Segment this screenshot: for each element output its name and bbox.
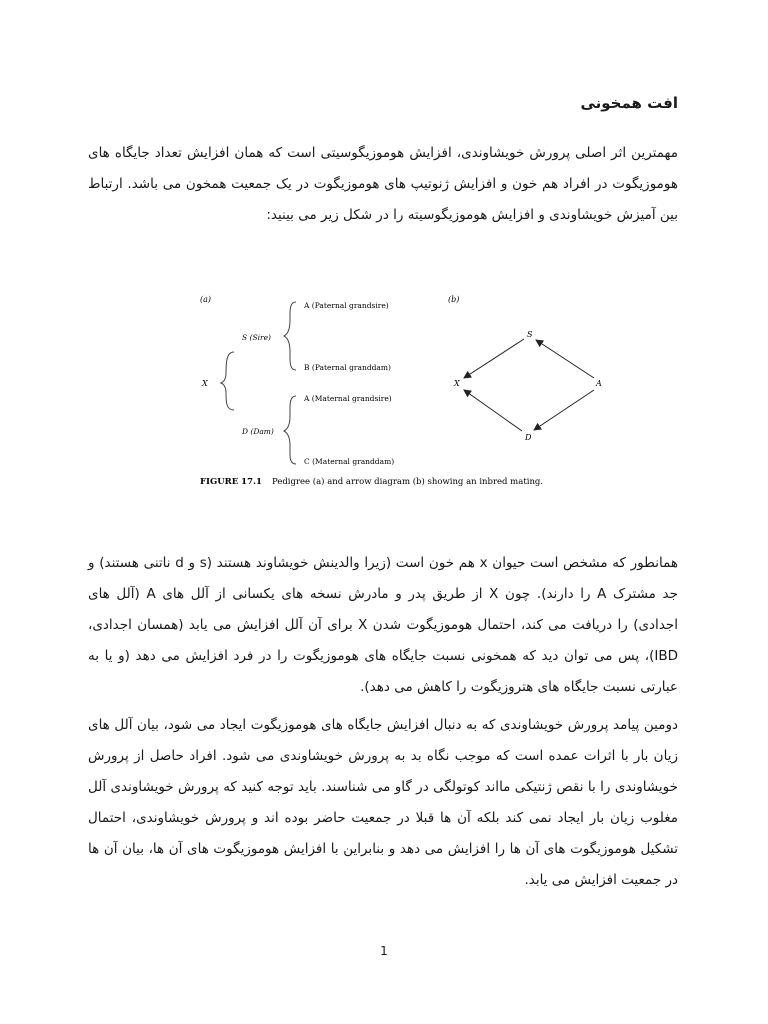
x-brace	[221, 352, 234, 410]
maternal-brace	[284, 396, 296, 464]
paternal-grandsire-label: A (Paternal grandsire)	[304, 301, 389, 310]
dam-label: D (Dam)	[242, 427, 274, 436]
paragraph-deleterious-alleles: دومین پیامد پرورش خویشاوندی که به دنبال افزایش جایگاه های هوموزیگوت ایجاد می شود، بیان آلل های زیان بار با اثرات عمده است که موجب نگاه بد به پرورش خویشاوندی می شود. افراد حاصل از پرورش خویشاوندی را با نقص ژنتیکی مااند کوتولگی در گاو می شناسند. باید توجه کنید که پرورش خویشاوندی آلل مغلوب زیان بار ایجاد نمی کند بلکه آن ها قبلا در جمعیت حاضر بوده اند و پرورش خویشاوندی، احتمال تشکیل هوموزیگوت های آن ها را افزایش می دهد و بنابراین با افزایش هوموزیگوت های آن ها، بیان آن ها در جمعیت افزایش می یابد.	[88, 717, 678, 888]
figure-caption-label: FIGURE 17.1	[200, 477, 262, 487]
node-d: D	[525, 433, 532, 442]
maternal-granddam-label: C (Maternal granddam)	[304, 457, 395, 466]
arrow-s-to-x	[464, 339, 524, 378]
arrow-a-to-d	[534, 390, 594, 430]
arrow-d-to-x	[464, 390, 522, 431]
figure-pedigree	[196, 290, 630, 496]
paternal-brace	[284, 302, 296, 370]
panel-b-label: (b)	[448, 295, 460, 304]
paragraph-inbred-animal: همانطور که مشخص است حیوان x هم خون است (زیرا والدینش خویشاوند هستند (s و d ناتنی هستند) و جد مشترک A را دارند). چون X از طریق پدر و مادرش نسخه های یکسانی از آلل های A (آلل های اجدادی) را دریافت می کند، احتمال هوموزیگوت شدن X برای آن آلل افزایش می یابد (همسان اجدادی، IBD)، پس می توان دید که همخونی نسبت جایگاه های هوموزیگوت را در فرد افزایش می دهد (و یا به عبارتی نسبت جایگاه های هتروزیگوت را کاهش می دهد).	[88, 555, 679, 695]
figure-svg	[196, 290, 630, 496]
section-heading: افت همخونی	[580, 94, 678, 112]
paragraph-intro: مهمترین اثر اصلی پرورش خویشاوندی، افزایش هوموزیگوسیتی است که همان افزایش تعداد جایگاه های هوموزیگوت در افراد هم خون و افزایش ژنوتیپ های هوموزیگوت در یک جمعیت همخون می باشد. ارتباط بین آمیزش خویشاوندی و افزایش هوموزیگوسیته را در شکل زیر می بینید:	[88, 145, 678, 223]
figure-caption-text: Pedigree (a) and arrow diagram (b) showing an inbred mating.	[272, 477, 544, 487]
page-number: 1	[380, 944, 388, 958]
node-x: X	[454, 379, 460, 388]
panel-a-label: (a)	[200, 295, 212, 304]
sire-label: S (Sire)	[242, 333, 271, 342]
node-s: S	[527, 330, 533, 339]
arrow-a-to-s	[536, 340, 594, 378]
paternal-granddam-label: B (Paternal granddam)	[304, 363, 391, 372]
node-a: A	[596, 379, 602, 388]
maternal-grandsire-label: A (Maternal grandsire)	[304, 394, 392, 403]
x-label: X	[202, 379, 208, 388]
